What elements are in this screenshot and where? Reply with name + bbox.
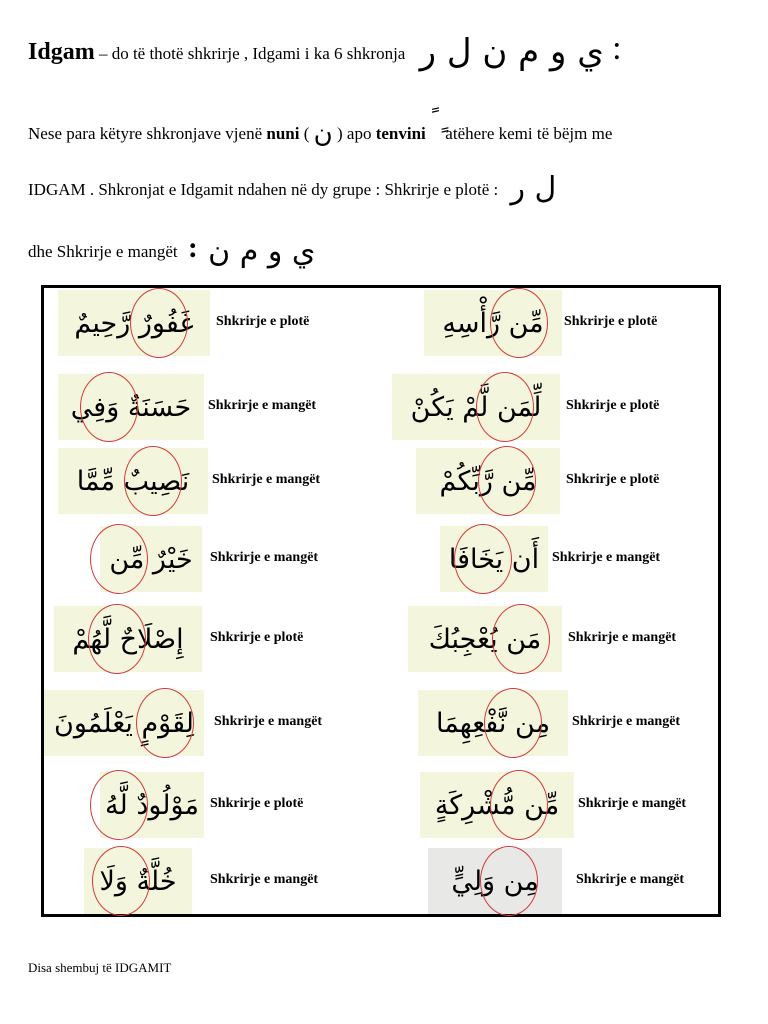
nuni-word: nuni bbox=[266, 124, 300, 143]
title-letters: ي و م ن ل ر bbox=[419, 32, 604, 72]
page-title bbox=[28, 28, 622, 72]
arabic-example: مِن نَّفْعِهِمَا bbox=[418, 690, 568, 756]
right-example-7 bbox=[44, 772, 718, 838]
nun-letter: ن bbox=[313, 119, 333, 149]
right-example-5 bbox=[44, 606, 718, 672]
arabic-example: نَصِيبٌ مِّمَّا bbox=[58, 448, 208, 514]
intro-line-3 bbox=[28, 230, 316, 269]
intro-line-1 bbox=[28, 105, 613, 149]
title-word: Idgam bbox=[28, 39, 95, 65]
arabic-example: مَن يُعْجِبُكَ bbox=[408, 606, 562, 672]
merge-type-label: Shkrirje e mangët bbox=[210, 872, 319, 887]
arabic-example: مَوْلُودٌ لَّهُ bbox=[100, 772, 204, 838]
merge-type-label: Shkrirje e plotë bbox=[566, 398, 660, 413]
title-text: – do të thotë shkrirje , Idgami i ka 6 shkronja bbox=[94, 44, 406, 63]
arabic-example: خُلَّةٌ وَلَا bbox=[84, 848, 192, 914]
paren-open: ( bbox=[299, 124, 314, 143]
tenvini-word: tenvini bbox=[375, 124, 426, 143]
partial-merge-letters: ي و م ن bbox=[208, 234, 316, 269]
merge-type-label: Shkrirje e mangët bbox=[578, 796, 687, 811]
merge-type-label: Shkrirje e plotë bbox=[564, 314, 658, 329]
merge-type-label: Shkrirje e plotë bbox=[566, 472, 660, 487]
arabic-example: حَسَنَةٌ وَفِي bbox=[58, 374, 204, 440]
arabic-example: مِّن مُّشْرِكَةٍ bbox=[420, 772, 574, 838]
merge-type-label: Shkrirje e mangët bbox=[212, 472, 321, 487]
intro-text: Nese para këtyre shkronjave vjenë bbox=[28, 124, 267, 143]
arabic-example: لِّمَن لَّمْ يَكُنْ bbox=[392, 374, 560, 440]
merge-type-label: Shkrirje e mangët bbox=[214, 714, 323, 729]
arabic-example: إِصْلَاحٌ لَّهُمْ bbox=[54, 606, 202, 672]
full-merge-letters: ل ر bbox=[510, 171, 557, 206]
intro-text-end: atëhere kemi të bëjm me bbox=[445, 124, 613, 143]
right-example-1 bbox=[44, 290, 718, 356]
groups-text: IDGAM . Shkronjat e Idgamit ndahen në dy grupe : Shkrirje e plotë : bbox=[28, 180, 499, 199]
arabic-example: مِّن رَّبِّكُمْ bbox=[416, 448, 560, 514]
merge-type-label: Shkrirje e plotë bbox=[210, 796, 304, 811]
intro-line-2 bbox=[28, 168, 557, 206]
examples-table bbox=[41, 285, 721, 917]
partial-colon: : bbox=[187, 231, 198, 264]
arabic-example: مِّن رَّأْسِهِ bbox=[424, 290, 562, 356]
merge-type-label: Shkrirje e mangët bbox=[552, 550, 661, 565]
merge-type-label: Shkrirje e mangët bbox=[568, 630, 677, 645]
merge-type-label: Shkrirje e mangët bbox=[208, 398, 317, 413]
right-example-4 bbox=[44, 526, 718, 592]
paren-close: ) apo bbox=[332, 124, 376, 143]
merge-type-label: Shkrirje e plotë bbox=[210, 630, 304, 645]
right-example-2 bbox=[44, 374, 718, 440]
right-example-8 bbox=[44, 848, 718, 914]
caption: Disa shembuj të IDGAMIT bbox=[28, 960, 172, 975]
merge-type-label: Shkrirje e mangët bbox=[572, 714, 681, 729]
arabic-example: لِقَوْمٍ يَعْلَمُونَ bbox=[44, 690, 204, 756]
partial-merge-text: dhe Shkrirje e mangët bbox=[28, 242, 178, 261]
title-colon: : bbox=[612, 30, 622, 67]
merge-type-label: Shkrirje e plotë bbox=[216, 314, 310, 329]
arabic-example: أَن يَخَافَا bbox=[440, 526, 548, 592]
right-example-3 bbox=[44, 448, 718, 514]
arabic-example: خَيْرٌ مِّن bbox=[100, 526, 202, 592]
tanwin-marks: ٍ ً bbox=[432, 105, 440, 133]
merge-type-label: Shkrirje e mangët bbox=[210, 550, 319, 565]
right-example-6 bbox=[44, 690, 718, 756]
arabic-example: مِن وَلِيٍّ bbox=[428, 848, 562, 914]
merge-type-label: Shkrirje e mangët bbox=[576, 872, 685, 887]
arabic-example: غَفُورٌ رَّحِيمٌ bbox=[58, 290, 210, 356]
